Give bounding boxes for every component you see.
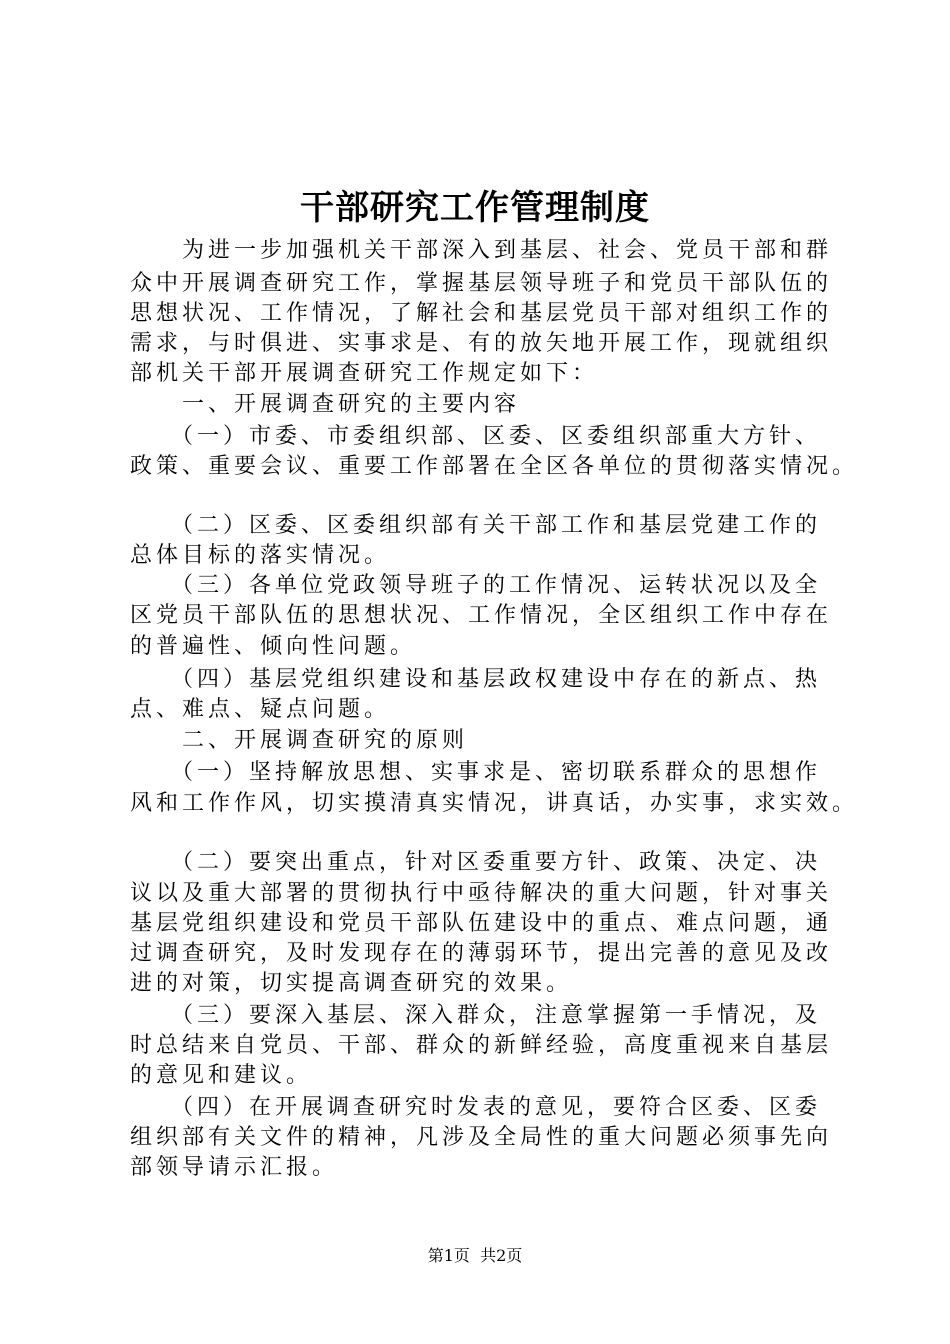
text-line: 过调查研究，及时发现存在的薄弱环节，提出完善的意见及改	[130, 941, 833, 966]
text-line: 时总结来自党员、干部、群众的新鲜经验，高度重视来自基层	[130, 1033, 833, 1058]
text-line: （二）区委、区委组织部有关干部工作和基层党建工作的	[130, 513, 822, 538]
text-line: 政策、重要会议、重要工作部署在全区各单位的贯彻落实情况。	[130, 454, 859, 479]
text-line: 总体目标的落实情况。	[130, 543, 391, 568]
text-line: 议以及重大部署的贯彻执行中亟待解决的重大问题，针对事关	[130, 881, 833, 906]
text-line: （一）坚持解放思想、实事求是、密切联系群众的思想作	[130, 760, 822, 785]
text-line: 众中开展调查研究工作，掌握基层领导班子和党员干部队伍的	[130, 271, 833, 296]
section-heading: 二、开展调查研究的原则	[130, 728, 469, 753]
text-line: （三）各单位党政领导班子的工作情况、运转状况以及全	[130, 573, 822, 598]
text-line: 组织部有关文件的精神，凡涉及全局性的重大问题必须事先向	[130, 1125, 833, 1150]
page-footer: 第1页 共2页	[427, 1246, 523, 1265]
document-title: 干部研究工作管理制度	[300, 188, 650, 228]
text-line: 部机关干部开展调查研究工作规定如下：	[130, 361, 599, 386]
text-line: 为进一步加强机关干部深入到基层、社会、党员干部和群	[130, 238, 833, 263]
text-line: 风和工作作风，切实摸清真实情况，讲真话，办实事，求实效。	[130, 791, 859, 816]
section-heading: 一、开展调查研究的主要内容	[130, 392, 521, 417]
text-line: （三）要深入基层、深入群众，注意掌握第一手情况，及	[130, 1003, 822, 1028]
text-line: 的普遍性、倾向性问题。	[130, 634, 417, 659]
text-line: （二）要突出重点，针对区委重要方针、政策、决定、决	[130, 850, 822, 875]
text-line: 的意见和建议。	[130, 1063, 313, 1088]
text-line: 需求，与时俱进、实事求是、有的放矢地开展工作，现就组织	[130, 331, 833, 356]
text-line: 思想状况、工作情况，了解社会和基层党员干部对组织工作的	[130, 301, 833, 326]
text-line: 区党员干部队伍的思想状况、工作情况，全区组织工作中存在	[130, 603, 833, 628]
text-line: 基层党组织建设和党员干部队伍建设中的重点、难点问题，通	[130, 911, 833, 936]
text-line: （四）在开展调查研究时发表的意见，要符合区委、区委	[130, 1095, 822, 1120]
text-line: （四）基层党组织建设和基层政权建设中存在的新点、热	[130, 667, 822, 692]
text-line: 点、难点、疑点问题。	[130, 697, 391, 722]
text-line: （一）市委、市委组织部、区委、区委组织部重大方针、	[130, 424, 822, 449]
text-line: 进的对策，切实提高调查研究的效果。	[130, 971, 573, 996]
text-line: 部领导请示汇报。	[130, 1155, 339, 1180]
